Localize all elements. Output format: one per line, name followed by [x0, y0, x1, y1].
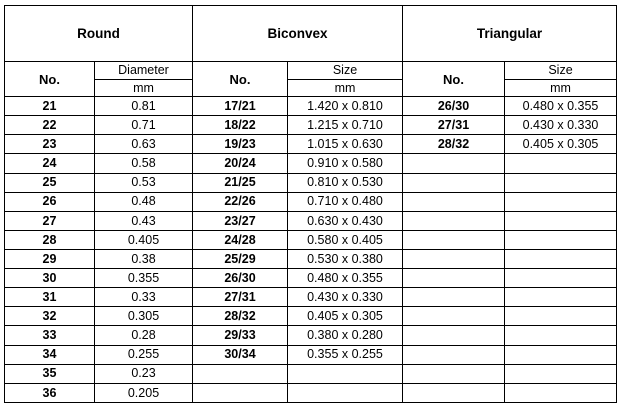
round-value-cell: 0.255: [95, 345, 193, 364]
round-no-cell: 36: [5, 383, 95, 402]
biconvex-no-cell: 18/22: [193, 116, 288, 135]
round-no-cell: 34: [5, 345, 95, 364]
biconvex-value-cell: 0.810 x 0.530: [288, 173, 403, 192]
round-value-cell: 0.43: [95, 211, 193, 230]
triangular-value-cell: 0.405 x 0.305: [505, 135, 617, 154]
triangular-value-cell: 0.480 x 0.355: [505, 97, 617, 116]
triangular-value-cell: [505, 269, 617, 288]
biconvex-value-cell: [288, 364, 403, 383]
biconvex-unit: mm: [288, 80, 403, 97]
biconvex-value-cell: 1.420 x 0.810: [288, 97, 403, 116]
triangular-value-cell: [505, 364, 617, 383]
triangular-value-cell: [505, 230, 617, 249]
triangular-no-cell: [403, 288, 505, 307]
round-value-cell: 0.355: [95, 269, 193, 288]
triangular-no-cell: [403, 307, 505, 326]
biconvex-value-cell: [288, 383, 403, 402]
biconvex-value-cell: 0.910 x 0.580: [288, 154, 403, 173]
biconvex-no-cell: 24/28: [193, 230, 288, 249]
table-row: [5, 154, 617, 173]
round-no-cell: 33: [5, 326, 95, 345]
round-no-cell: 32: [5, 307, 95, 326]
biconvex-no-cell: 22/26: [193, 192, 288, 211]
triangular-no-cell: [403, 173, 505, 192]
round-value-cell: 0.28: [95, 326, 193, 345]
triangular-value-cell: [505, 154, 617, 173]
round-value-cell: 0.58: [95, 154, 193, 173]
column-header-row: [5, 62, 617, 80]
table-row: [5, 269, 617, 288]
biconvex-no-cell: 21/25: [193, 173, 288, 192]
biconvex-size-header: Size: [288, 62, 403, 80]
table-row: [5, 116, 617, 135]
triangular-value-cell: [505, 173, 617, 192]
unit-row: [5, 80, 617, 97]
table-row: [5, 135, 617, 154]
table-row: [5, 230, 617, 249]
biconvex-value-cell: 0.530 x 0.380: [288, 249, 403, 268]
round-value-cell: 0.81: [95, 97, 193, 116]
table-row: [5, 97, 617, 116]
biconvex-no-cell: [193, 364, 288, 383]
table-row: [5, 383, 617, 402]
triangular-unit: mm: [505, 80, 617, 97]
spec-table: [4, 5, 617, 403]
biconvex-no-cell: 29/33: [193, 326, 288, 345]
round-no-cell: 25: [5, 173, 95, 192]
triangular-value-cell: [505, 192, 617, 211]
table-row: [5, 364, 617, 383]
round-no-cell: 29: [5, 249, 95, 268]
round-value-cell: 0.33: [95, 288, 193, 307]
biconvex-value-cell: 0.355 x 0.255: [288, 345, 403, 364]
triangular-no-cell: [403, 364, 505, 383]
table-row: [5, 326, 617, 345]
biconvex-no-cell: 19/23: [193, 135, 288, 154]
table-row: [5, 173, 617, 192]
round-no-cell: 24: [5, 154, 95, 173]
triangular-no-cell: 28/32: [403, 135, 505, 154]
round-diameter-header: Diameter: [95, 62, 193, 80]
biconvex-no-cell: 20/24: [193, 154, 288, 173]
round-no-cell: 23: [5, 135, 95, 154]
group-header-row: [5, 6, 617, 62]
biconvex-value-cell: 0.480 x 0.355: [288, 269, 403, 288]
biconvex-no-cell: 28/32: [193, 307, 288, 326]
round-value-cell: 0.405: [95, 230, 193, 249]
biconvex-no-cell: 26/30: [193, 269, 288, 288]
round-value-cell: 0.48: [95, 192, 193, 211]
triangular-value-cell: [505, 288, 617, 307]
triangular-no-cell: [403, 211, 505, 230]
biconvex-no-cell: 23/27: [193, 211, 288, 230]
biconvex-value-cell: 1.215 x 0.710: [288, 116, 403, 135]
triangular-no-cell: [403, 192, 505, 211]
group-title-biconvex: Biconvex: [193, 6, 403, 62]
round-no-cell: 31: [5, 288, 95, 307]
round-no-cell: 22: [5, 116, 95, 135]
triangular-no-cell: [403, 230, 505, 249]
round-value-cell: 0.38: [95, 249, 193, 268]
round-value-cell: 0.305: [95, 307, 193, 326]
biconvex-value-cell: 0.710 x 0.480: [288, 192, 403, 211]
table-row: [5, 345, 617, 364]
triangular-no-cell: 26/30: [403, 97, 505, 116]
round-no-cell: 26: [5, 192, 95, 211]
triangular-no-cell: [403, 249, 505, 268]
triangular-no-cell: [403, 269, 505, 288]
triangular-no-header: No.: [403, 62, 505, 97]
round-value-cell: 0.23: [95, 364, 193, 383]
biconvex-no-cell: 27/31: [193, 288, 288, 307]
table-row: [5, 307, 617, 326]
triangular-value-cell: [505, 326, 617, 345]
table-row: [5, 288, 617, 307]
round-no-header: No.: [5, 62, 95, 97]
biconvex-value-cell: 0.630 x 0.430: [288, 211, 403, 230]
triangular-no-cell: [403, 326, 505, 345]
group-title-triangular: Triangular: [403, 6, 617, 62]
biconvex-value-cell: 0.580 x 0.405: [288, 230, 403, 249]
biconvex-value-cell: 1.015 x 0.630: [288, 135, 403, 154]
triangular-value-cell: 0.430 x 0.330: [505, 116, 617, 135]
biconvex-value-cell: 0.430 x 0.330: [288, 288, 403, 307]
triangular-value-cell: [505, 307, 617, 326]
biconvex-no-cell: [193, 383, 288, 402]
round-value-cell: 0.53: [95, 173, 193, 192]
table-row: [5, 249, 617, 268]
biconvex-no-cell: 25/29: [193, 249, 288, 268]
biconvex-no-header: No.: [193, 62, 288, 97]
round-no-cell: 28: [5, 230, 95, 249]
triangular-value-cell: [505, 249, 617, 268]
round-no-cell: 21: [5, 97, 95, 116]
round-no-cell: 27: [5, 211, 95, 230]
triangular-value-cell: [505, 383, 617, 402]
biconvex-no-cell: 17/21: [193, 97, 288, 116]
round-no-cell: 30: [5, 269, 95, 288]
triangular-no-cell: [403, 383, 505, 402]
round-value-cell: 0.205: [95, 383, 193, 402]
triangular-no-cell: [403, 345, 505, 364]
biconvex-no-cell: 30/34: [193, 345, 288, 364]
round-unit: mm: [95, 80, 193, 97]
triangular-value-cell: [505, 345, 617, 364]
triangular-no-cell: 27/31: [403, 116, 505, 135]
triangular-value-cell: [505, 211, 617, 230]
table-row: [5, 192, 617, 211]
round-no-cell: 35: [5, 364, 95, 383]
table-row: [5, 211, 617, 230]
group-title-round: Round: [5, 6, 193, 62]
biconvex-value-cell: 0.405 x 0.305: [288, 307, 403, 326]
round-value-cell: 0.63: [95, 135, 193, 154]
biconvex-value-cell: 0.380 x 0.280: [288, 326, 403, 345]
triangular-no-cell: [403, 154, 505, 173]
round-value-cell: 0.71: [95, 116, 193, 135]
triangular-size-header: Size: [505, 62, 617, 80]
